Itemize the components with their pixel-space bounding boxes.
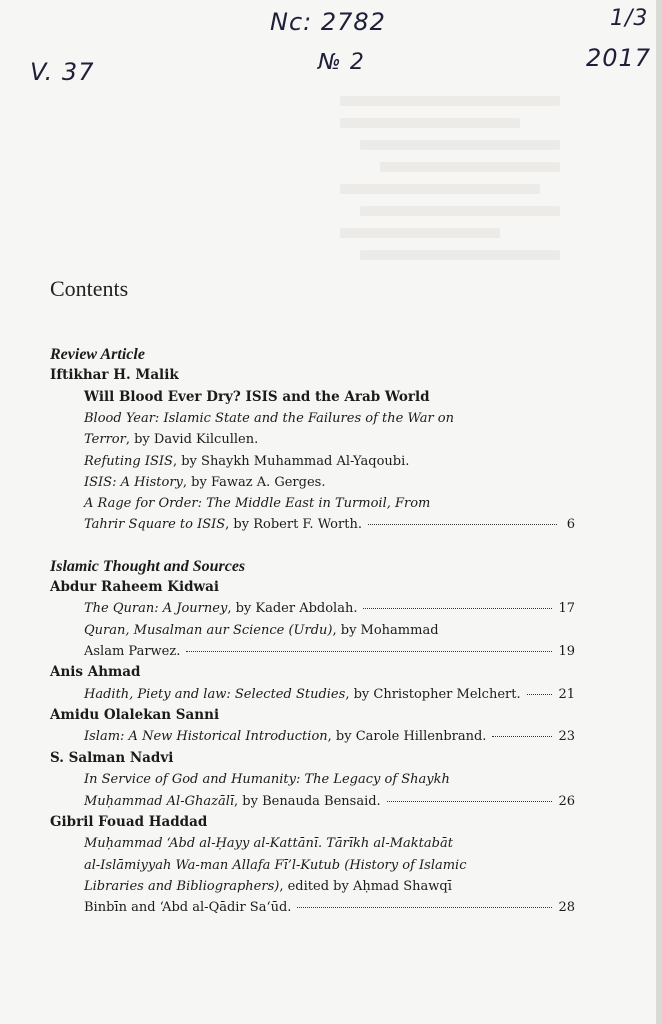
entry-credit: , by David Kilcullen. bbox=[125, 432, 259, 448]
toc-entry bbox=[50, 620, 575, 663]
entry-credit: , by Kader Abdolah. bbox=[227, 601, 358, 617]
entry-text bbox=[84, 411, 454, 426]
entry-text bbox=[84, 726, 486, 747]
handwritten-volume: V. 37 bbox=[30, 58, 95, 86]
entry-credit: , by Shaykh Muhammad Al-Yaqoubi. bbox=[172, 453, 410, 469]
entry-line bbox=[84, 408, 575, 429]
entry-credit: Binbīn and ‘Abd al-Qādir Sa‘ūd. bbox=[84, 900, 292, 916]
author-group bbox=[50, 577, 575, 662]
author-name: S. Salman Nadvi bbox=[50, 749, 174, 766]
entry-line bbox=[84, 855, 575, 876]
author-group bbox=[50, 748, 575, 812]
dot-leader bbox=[492, 736, 552, 737]
entry-text bbox=[84, 897, 291, 918]
entry-line bbox=[84, 451, 575, 472]
author-group bbox=[50, 705, 575, 748]
table-of-contents bbox=[50, 344, 575, 919]
toc-entry bbox=[50, 493, 575, 536]
entry-line bbox=[84, 493, 575, 514]
author-name: Amidu Olalekan Sanni bbox=[50, 706, 220, 723]
entry-line bbox=[84, 897, 575, 918]
dot-leader bbox=[368, 524, 557, 525]
author-name: Anis Ahmad bbox=[50, 664, 141, 681]
entry-credit: , by Christopher Melchert. bbox=[345, 686, 521, 702]
entry-text bbox=[84, 836, 453, 851]
entry-line bbox=[84, 684, 575, 705]
entry-line bbox=[84, 620, 575, 641]
section-title: Islamic Thought and Sources bbox=[50, 557, 246, 575]
page-title: Contents bbox=[50, 276, 129, 301]
page-number: 21 bbox=[558, 686, 575, 702]
author-group bbox=[50, 812, 575, 919]
author-name: Gibril Fouad Haddad bbox=[50, 813, 208, 830]
handwritten-top-right-mark: 1/3 bbox=[610, 6, 649, 31]
entry-credit: , by Robert F. Worth. bbox=[225, 517, 362, 533]
entry-line bbox=[84, 429, 575, 450]
entry-line bbox=[84, 641, 575, 662]
entry-text bbox=[84, 641, 180, 662]
entry-text bbox=[84, 496, 430, 511]
work-title: Terror bbox=[84, 432, 126, 448]
page-number: 28 bbox=[558, 900, 575, 916]
work-title: Blood Year: Islamic State and the Failures of the War on bbox=[84, 411, 454, 426]
entry-text bbox=[84, 432, 258, 447]
page-number: 19 bbox=[558, 643, 575, 659]
dot-leader bbox=[297, 907, 552, 908]
entry-text bbox=[84, 454, 409, 469]
work-title: Muḥammad ‘Abd al-Ḥayy al-Kattānī. Tārīkh al-Maktabāt bbox=[84, 836, 453, 852]
page-number: 26 bbox=[558, 793, 575, 809]
dot-leader bbox=[387, 801, 553, 802]
entry-line bbox=[84, 791, 575, 812]
toc-entry bbox=[50, 598, 575, 619]
article-title: Will Blood Ever Dry? ISIS and the Arab World bbox=[84, 388, 430, 405]
entry-credit: , by Carole Hillenbrand. bbox=[327, 729, 487, 745]
entry-text bbox=[84, 879, 452, 894]
entry-line bbox=[84, 598, 575, 619]
author-group bbox=[50, 365, 575, 536]
handwritten-year: 2017 bbox=[586, 44, 652, 72]
page-number: 23 bbox=[558, 729, 575, 745]
entry-line bbox=[84, 472, 575, 493]
entry-line bbox=[84, 876, 575, 897]
work-title: A Rage for Order: The Middle East in Turmoil, From bbox=[84, 496, 431, 512]
page-number: 6 bbox=[566, 517, 575, 533]
work-title: al-Islāmiyyah Wa-man Allafa Fī’l-Kutub (History of Islamic bbox=[84, 857, 467, 873]
dot-leader bbox=[363, 608, 552, 609]
entry-text bbox=[84, 858, 467, 873]
entry-text bbox=[84, 772, 450, 787]
toc-entry bbox=[50, 726, 575, 747]
entry-text bbox=[84, 791, 381, 812]
page-edge-shadow bbox=[656, 0, 662, 1024]
section-title: Review Article bbox=[50, 346, 145, 363]
entry-credit: , by Benauda Bensaid. bbox=[234, 793, 381, 809]
toc-section bbox=[50, 556, 575, 919]
entry-line bbox=[84, 514, 575, 535]
work-title: In Service of God and Humanity: The Legacy of Shaykh bbox=[84, 772, 450, 788]
toc-entry bbox=[50, 472, 575, 493]
entry-line bbox=[84, 769, 575, 790]
dot-leader bbox=[527, 694, 553, 695]
author-group bbox=[50, 662, 575, 705]
section-spacer bbox=[50, 536, 575, 556]
toc-entry bbox=[50, 684, 575, 705]
toc-entry bbox=[50, 769, 575, 812]
entry-text bbox=[84, 623, 439, 638]
toc-entry bbox=[50, 408, 575, 451]
dot-leader bbox=[186, 651, 552, 652]
toc-entry bbox=[50, 451, 575, 472]
page-number: 17 bbox=[558, 601, 575, 617]
entry-credit: Aslam Parwez. bbox=[84, 643, 181, 659]
toc-section bbox=[50, 344, 575, 536]
toc-entry bbox=[50, 833, 575, 918]
work-title: ISIS: A History bbox=[84, 474, 183, 490]
author-name: Abdur Raheem Kidwai bbox=[50, 578, 220, 595]
entry-text bbox=[84, 684, 521, 705]
work-title: Tahrir Square to ISIS bbox=[84, 517, 226, 533]
entry-line bbox=[84, 726, 575, 747]
work-title: The Quran: A Journey bbox=[84, 601, 228, 617]
entry-text bbox=[84, 514, 362, 535]
entry-credit: , edited by Aḥmad Shawqī bbox=[279, 878, 452, 894]
work-title: Islam: A New Historical Introduction bbox=[84, 729, 328, 745]
handwritten-call-number: Nc: 2782 bbox=[270, 8, 386, 36]
entry-credit: , by Mohammad bbox=[332, 622, 439, 638]
entry-line bbox=[84, 833, 575, 854]
handwritten-issue-number: № 2 bbox=[318, 50, 365, 75]
entry-text bbox=[84, 598, 357, 619]
author-name: Iftikhar H. Malik bbox=[50, 367, 179, 383]
entry-credit: , by Fawaz A. Gerges. bbox=[182, 474, 326, 490]
work-title: Quran, Musalman aur Science (Urdu) bbox=[84, 622, 333, 638]
work-title: Libraries and Bibliographers) bbox=[84, 878, 280, 894]
entry-text bbox=[84, 475, 325, 490]
work-title: Muḥammad Al-Ghazālī bbox=[84, 793, 235, 809]
work-title: Hadith, Piety and law: Selected Studies bbox=[84, 686, 346, 702]
work-title: Refuting ISIS bbox=[84, 453, 173, 469]
